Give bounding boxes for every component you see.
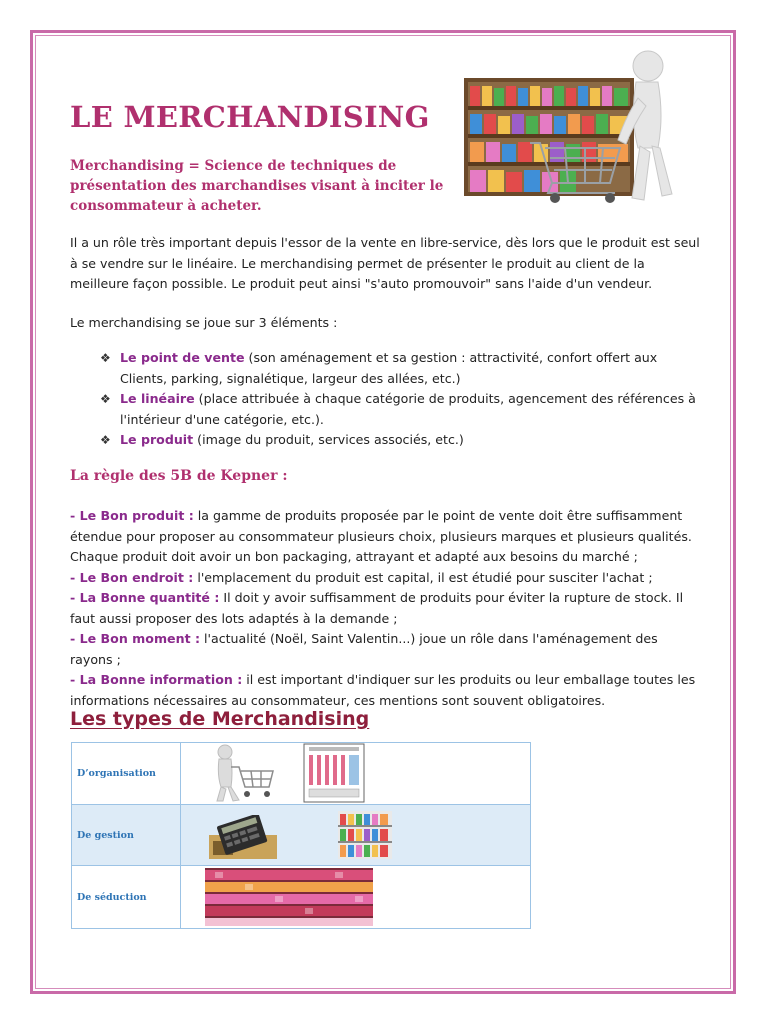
types-heading: Les types de Merchandising <box>70 708 370 730</box>
table-row <box>72 743 531 805</box>
element-term: Le linéaire <box>120 391 195 406</box>
type-images <box>181 743 531 805</box>
element-desc: (place attribuée à chaque catégorie de produits, agencement des références à l'intérieur d'une catégorie, etc.). <box>120 391 696 427</box>
types-table <box>71 742 531 929</box>
diamond-bullet-icon: ❖ <box>100 433 111 447</box>
elements-list <box>100 348 700 451</box>
intro-paragraph: Il a un rôle très important depuis l'essor de la vente en libre-service, dès lors que le produit est seul à se vendre sur le linéaire. Le merchandising permet de présenter le produit au client de la meilleure façon possible. Le produit peut ainsi "s'auto promouvoir" sans l'aide d'un vendeur. <box>70 235 700 291</box>
elements-intro: Le merchandising se joue sur 3 éléments : <box>70 315 338 330</box>
element-desc: (son aménagement et sa gestion : attractivité, confort offert aux Clients, parking, signalétique, largeur des allées, etc.) <box>120 350 658 386</box>
rule-term: - Le Bon moment : <box>70 631 201 646</box>
rules-block <box>70 506 700 711</box>
table-row <box>72 805 531 866</box>
rule-item <box>70 568 700 589</box>
diamond-bullet-icon: ❖ <box>100 351 111 365</box>
rule-desc: Il doit y avoir suffisamment de produits pour éviter la rupture de stock. Il faut aussi proposer des lots adaptés à la demande ; <box>70 590 684 626</box>
colorful-store-display-icon <box>205 868 373 926</box>
definition-text: Merchandising = Science de techniques de présentation des marchandises visant à inciter le consommateur à acheter. <box>70 158 444 214</box>
type-label: De séduction <box>72 866 181 929</box>
element-desc: (image du produit, services associés, etc.) <box>193 432 464 447</box>
rule-desc: il est important d'indiquer sur les produits ou leur emballage toutes les informations nécessaires au consommateur, ces mentions sont souvent obligatoires. <box>70 672 696 708</box>
rule-desc: la gamme de produits proposée par le point de vente doit être suffisamment étendue pour proposer au consommateur plusieurs choix, plusieurs marques et plusieurs qualités. Chaque produit doit avoir un bon packaging, attrayant et adapté aux besoins du marché ; <box>70 508 692 564</box>
rule-term: - La Bonne quantité : <box>70 590 220 605</box>
rule-term: - Le Bon endroit : <box>70 569 194 585</box>
cart-figure-icon <box>211 743 277 803</box>
list-item <box>100 389 700 430</box>
rule-desc: l'emplacement du produit est capital, il est étudié pour susciter l'achat ; <box>193 569 653 585</box>
type-images <box>181 805 531 866</box>
calculator-icon <box>209 815 277 859</box>
diamond-bullet-icon: ❖ <box>100 392 111 406</box>
rule-item <box>70 588 700 629</box>
type-label: De gestion <box>72 805 181 866</box>
list-item <box>100 348 700 389</box>
rule-item <box>70 670 700 711</box>
rule-heading: La règle des 5B de Kepner : <box>70 468 288 484</box>
element-term: Le point de vente <box>120 350 245 365</box>
product-shelf-icon <box>338 811 392 859</box>
rule-item <box>70 506 700 568</box>
rule-term: - Le Bon produit : <box>70 508 194 523</box>
type-label: D’organisation <box>72 743 181 805</box>
rule-item <box>70 629 700 670</box>
list-item <box>100 430 700 451</box>
page-title: LE MERCHANDISING <box>70 100 430 134</box>
rule-term: - La Bonne information : <box>70 672 243 687</box>
type-images <box>181 866 531 929</box>
shopping-cart-figure-icon <box>460 48 675 208</box>
rule-desc: l'actualité (Noël, Saint Valentin...) joue un rôle dans l'aménagement des rayons ; <box>70 631 658 667</box>
element-term: Le produit <box>120 432 194 447</box>
store-layout-plan-icon <box>303 743 365 803</box>
table-row <box>72 866 531 929</box>
